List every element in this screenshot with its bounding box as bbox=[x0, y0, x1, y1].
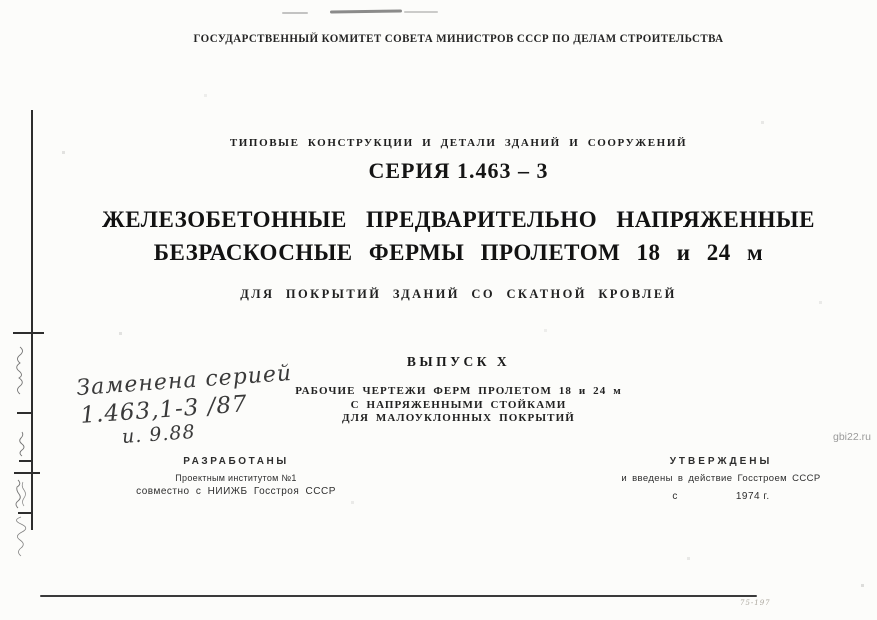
handwritten-line: 1.463,1-3 /87 bbox=[79, 391, 249, 429]
issuing-authority: ГОСУДАРСТВЕННЫЙ КОМИТЕТ СОВЕТА МИНИСТРОВ СССР ПО ДЕЛАМ СТРОИТЕЛЬСТВА bbox=[193, 32, 724, 46]
main-title-line-2: БЕЗРАСКОСНЫЕ ФЕРМЫ ПРОЛЕТОМ 18 и 24 м bbox=[153, 240, 764, 265]
issue-heading: ВЫПУСК X bbox=[406, 354, 511, 369]
approved-prefix: с bbox=[672, 491, 678, 502]
handwritten-line: и. 9.88 bbox=[121, 420, 197, 449]
scan-smudge bbox=[404, 11, 438, 13]
developed-heading: РАЗРАБОТАНЫ bbox=[183, 456, 289, 467]
frame-tick bbox=[14, 472, 40, 474]
frame-tick bbox=[18, 512, 32, 514]
left-frame-rule bbox=[31, 110, 33, 530]
developed-by-block bbox=[112, 456, 360, 497]
handwritten-replacement-note bbox=[76, 360, 311, 451]
scan-smudge bbox=[330, 9, 402, 13]
approved-date-line bbox=[592, 491, 850, 502]
developed-institute: Проектным институтом №1 bbox=[175, 473, 297, 483]
handwritten-line: Заменена серией bbox=[75, 361, 293, 402]
scan-smudge bbox=[282, 12, 308, 14]
margin-handwriting-mark bbox=[13, 516, 29, 558]
approved-year: 1974 г. bbox=[735, 491, 770, 502]
series-number: СЕРИЯ 1.463 – 3 bbox=[368, 158, 549, 183]
main-title-line-1: ЖЕЛЕЗОБЕТОННЫЕ ПРЕДВАРИТЕЛЬНО НАПРЯЖЕННЫЕ bbox=[102, 207, 815, 232]
frame-tick bbox=[13, 332, 44, 334]
issue-description-line: С НАПРЯЖЕННЫМИ СТОЙКАМИ bbox=[350, 398, 567, 411]
developed-jointly: совместно с НИИЖБ Госстроя СССР bbox=[136, 486, 336, 497]
paper-specks bbox=[0, 0, 1, 1]
frame-tick bbox=[19, 460, 32, 462]
frame-tick bbox=[17, 412, 32, 414]
pencil-inventory-mark: 75-197 bbox=[740, 599, 771, 607]
issue-description-line: ДЛЯ МАЛОУКЛОННЫХ ПОКРЫТИЙ bbox=[342, 412, 575, 424]
margin-handwriting-mark bbox=[12, 346, 28, 396]
approved-heading: УТВЕРЖДЕНЫ bbox=[669, 456, 773, 467]
approved-by-line: и введены в действие Госстроем СССР bbox=[621, 473, 821, 484]
approved-by-block bbox=[592, 456, 850, 502]
collection-title: ТИПОВЫЕ КОНСТРУКЦИИ И ДЕТАЛИ ЗДАНИЙ И СООРУЖЕНИЙ bbox=[229, 137, 688, 149]
issue-description-line: РАБОЧИЕ ЧЕРТЕЖИ ФЕРМ ПРОЛЕТОМ 18 и 24 м bbox=[295, 385, 622, 397]
bottom-frame-rule bbox=[40, 595, 757, 597]
margin-handwriting-mark bbox=[11, 476, 29, 510]
application-subtitle: ДЛЯ ПОКРЫТИЙ ЗДАНИЙ СО СКАТНОЙ КРОВЛЕЙ bbox=[240, 287, 677, 301]
site-watermark: gbi22.ru bbox=[833, 431, 871, 443]
margin-handwriting-mark bbox=[15, 428, 29, 458]
